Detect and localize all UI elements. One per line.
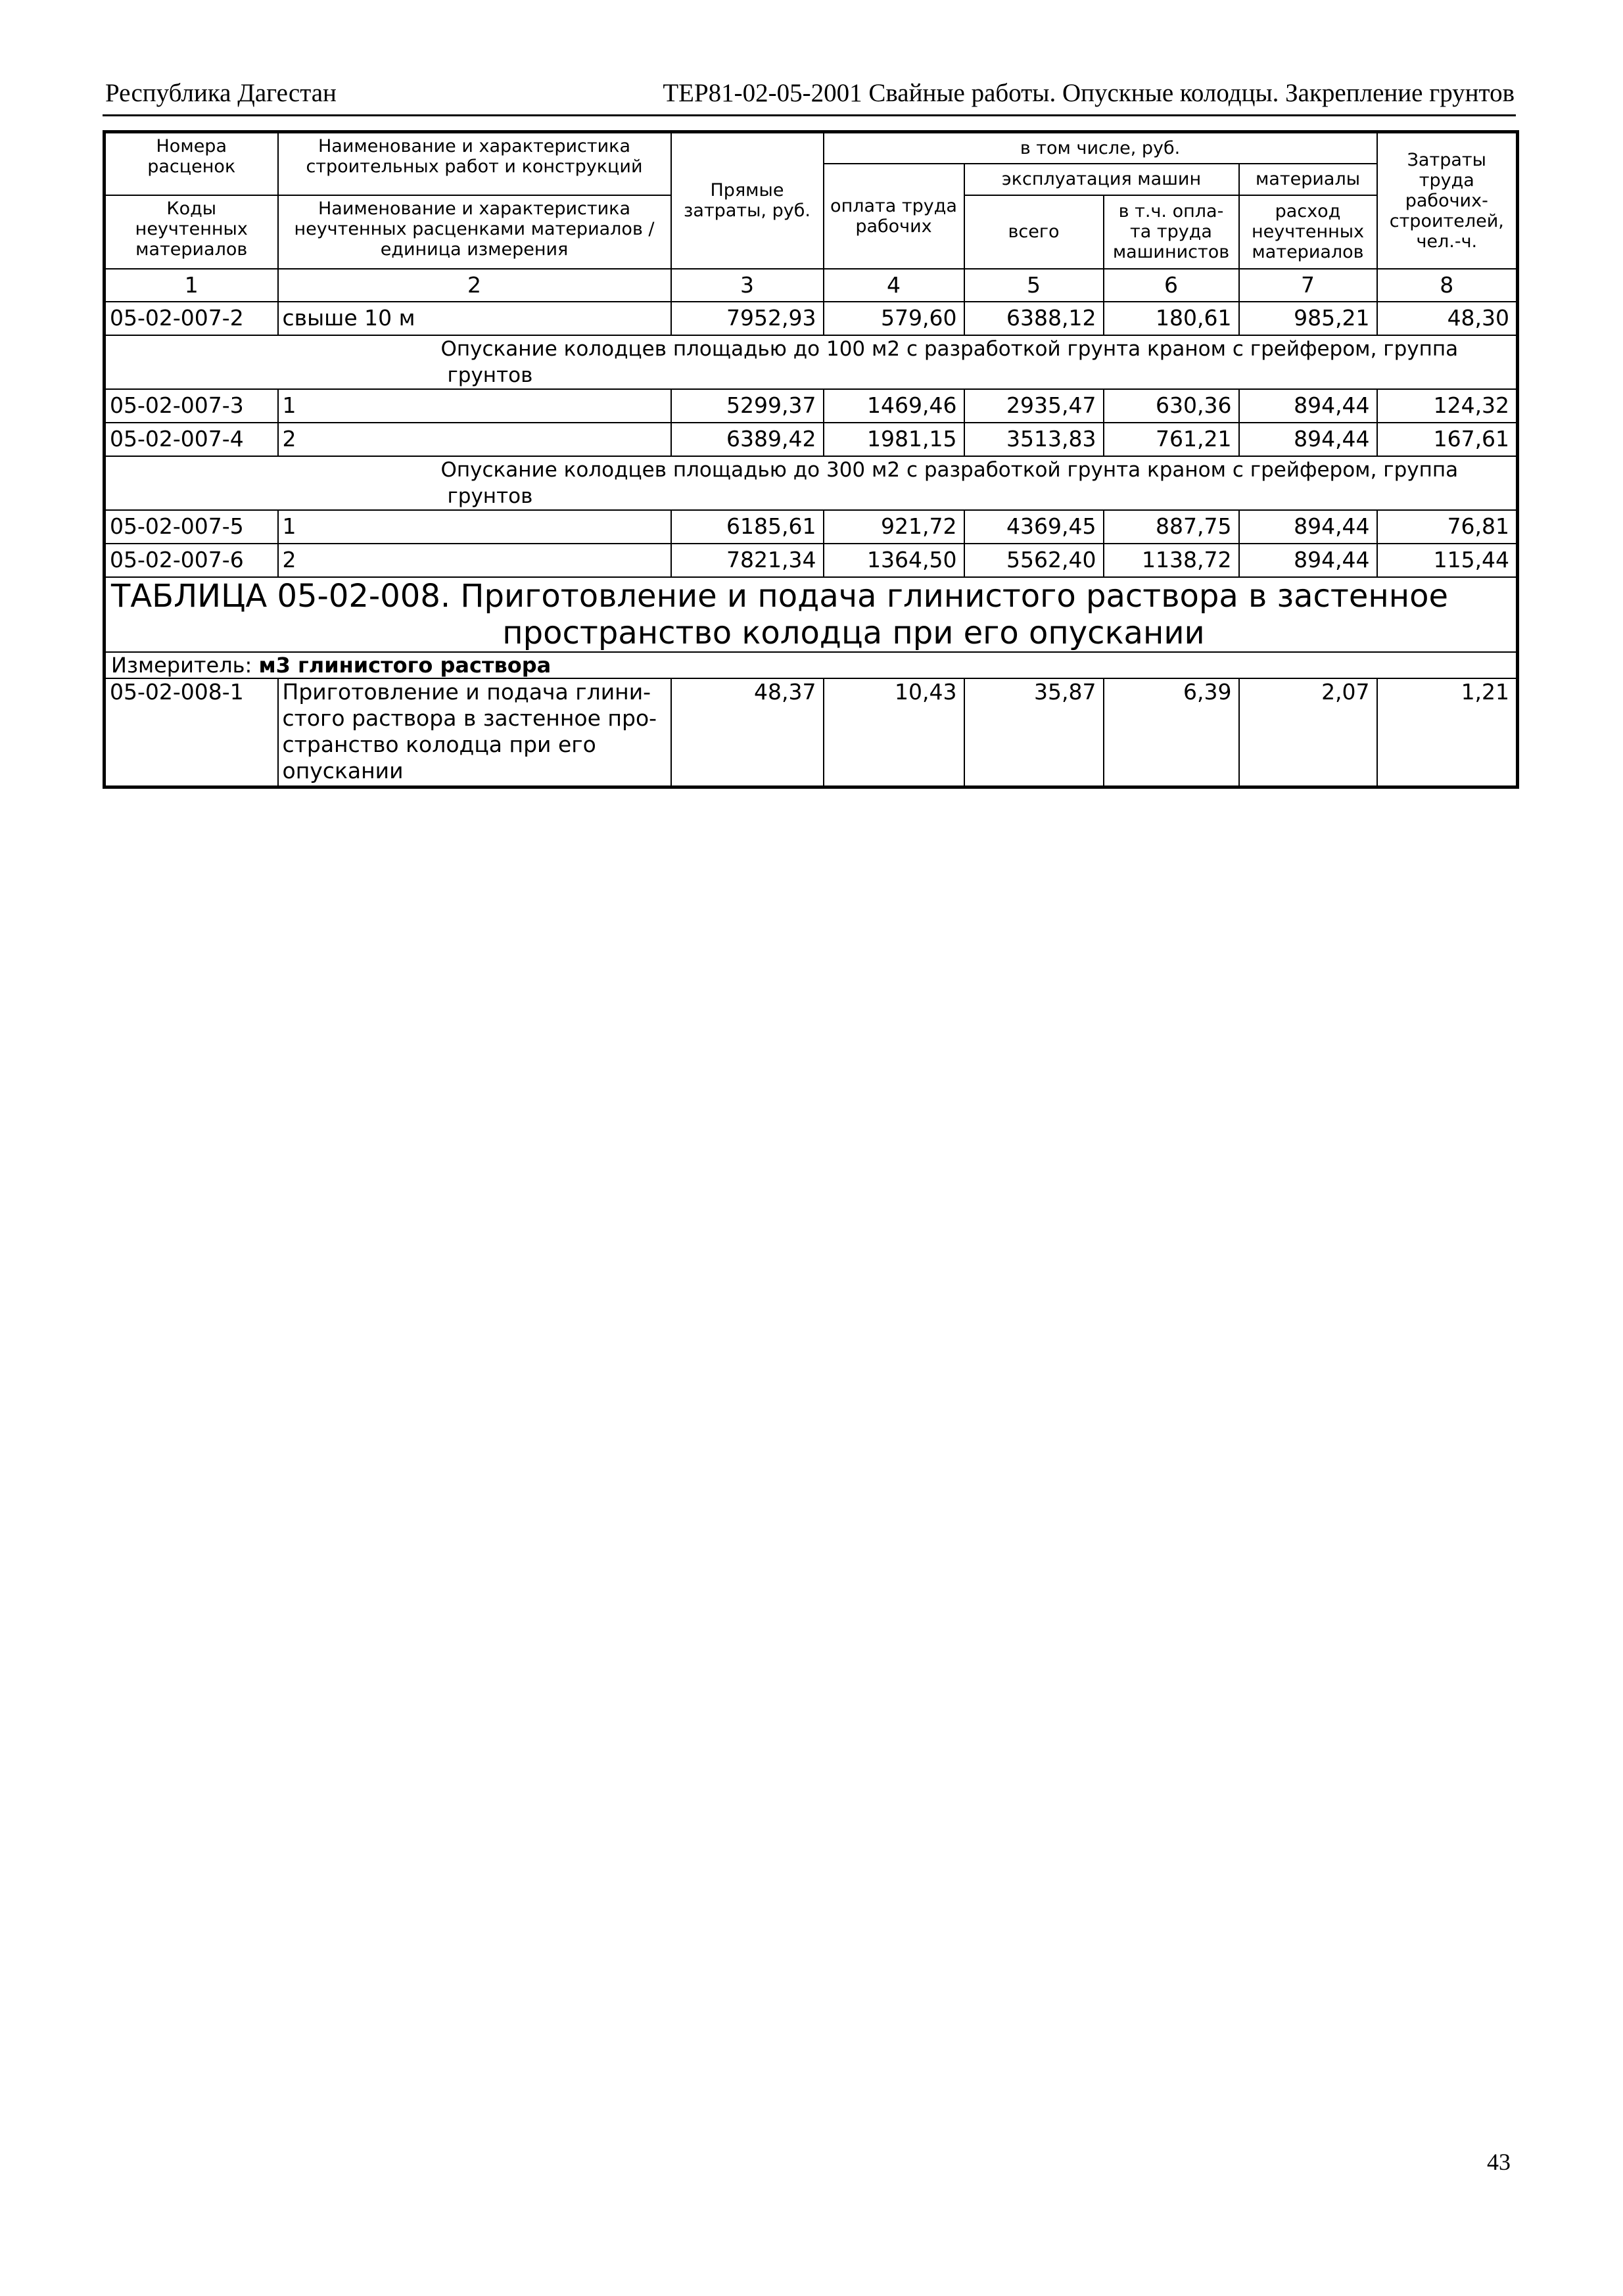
- materials-cost: 894,44: [1239, 510, 1377, 544]
- rate-name: свыше 10 м: [278, 302, 671, 335]
- machinist-wages: 630,36: [1104, 389, 1239, 423]
- rate-code: 05-02-007-2: [105, 302, 278, 335]
- measure-label: Измеритель:: [111, 652, 252, 678]
- document-title: ТЕР81-02-05-2001 Свайные работы. Опускные колодцы. Закрепление грунтов: [663, 79, 1515, 107]
- column-number: 7: [1239, 269, 1377, 302]
- materials-cost: 894,44: [1239, 423, 1377, 456]
- col3-header: Прямые затраты, руб.: [671, 132, 824, 269]
- worker-wages: 1981,15: [824, 423, 964, 456]
- rate-code: 05-02-007-4: [105, 423, 278, 456]
- machine-total: 6388,12: [964, 302, 1104, 335]
- col1-top-header: Номера расценок: [105, 132, 278, 195]
- column-number: 1: [105, 269, 278, 302]
- page-header: [103, 74, 1516, 116]
- col5-header: всего: [964, 195, 1104, 269]
- worker-wages: 10,43: [824, 678, 964, 787]
- column-number: 4: [824, 269, 964, 302]
- labor-hours: 124,32: [1377, 389, 1518, 423]
- rate-name: 2: [278, 544, 671, 577]
- worker-wages: 579,60: [824, 302, 964, 335]
- column-number: 6: [1104, 269, 1239, 302]
- page-number: 43: [1487, 2149, 1511, 2175]
- table2-measure: [105, 652, 1518, 678]
- machinist-wages: 6,39: [1104, 678, 1239, 787]
- col1-bottom-header: Коды неучтенных материалов: [105, 195, 278, 269]
- direct-costs: 6389,42: [671, 423, 824, 456]
- table-row: [105, 389, 1518, 423]
- machinist-wages: 887,75: [1104, 510, 1239, 544]
- labor-hours: 76,81: [1377, 510, 1518, 544]
- section-heading-row: [105, 456, 1518, 510]
- region-name: Республика Дагестан: [105, 79, 337, 107]
- column-number: 3: [671, 269, 824, 302]
- machine-total: 35,87: [964, 678, 1104, 787]
- machine-total: 3513,83: [964, 423, 1104, 456]
- machine-total: 4369,45: [964, 510, 1104, 544]
- machines-header: эксплуатация машин: [964, 164, 1239, 195]
- worker-wages: 921,72: [824, 510, 964, 544]
- column-number: 5: [964, 269, 1104, 302]
- col6-header: в т.ч. опла-та труда машинистов: [1104, 195, 1239, 269]
- materials-cost: 2,07: [1239, 678, 1377, 787]
- table2-title-row: [105, 577, 1518, 652]
- machinist-wages: 761,21: [1104, 423, 1239, 456]
- materials-cost: 894,44: [1239, 544, 1377, 577]
- table-row: [105, 678, 1518, 787]
- materials-header: материалы: [1239, 164, 1377, 195]
- col2-bottom-header: Наименование и характеристика неучтенных расценками материалов / единица измерения: [278, 195, 671, 269]
- materials-cost: 985,21: [1239, 302, 1377, 335]
- labor-hours: 167,61: [1377, 423, 1518, 456]
- column-number: 2: [278, 269, 671, 302]
- direct-costs: 48,37: [671, 678, 824, 787]
- machine-total: 2935,47: [964, 389, 1104, 423]
- table2-label: ТАБЛИЦА 05-02-008.: [111, 577, 451, 615]
- materials-cost: 894,44: [1239, 389, 1377, 423]
- section-title: Опускание колодцев площадью до 300 м2 с разработкой грунта краном с грейфером, группа грунтов: [278, 456, 1518, 510]
- table2-title: [105, 577, 1518, 652]
- worker-wages: 1469,46: [824, 389, 964, 423]
- col8-header: Затраты труда рабочих-строителей, чел.-ч.: [1377, 132, 1518, 269]
- table2-measure-row: [105, 652, 1518, 678]
- col7-header: расход неучтенных материалов: [1239, 195, 1377, 269]
- table-row: [105, 544, 1518, 577]
- machinist-wages: 1138,72: [1104, 544, 1239, 577]
- col2-top-header: Наименование и характеристика строительных работ и конструкций: [278, 132, 671, 195]
- including-header: в том числе, руб.: [824, 132, 1377, 164]
- rate-code: 05-02-007-3: [105, 389, 278, 423]
- rate-name: Приготовление и подача глини-стого раствора в застенное про-странство колодца при его опускании: [278, 678, 671, 787]
- measure-unit: м3 глинистого раствора: [258, 652, 552, 678]
- direct-costs: 5299,37: [671, 389, 824, 423]
- machinist-wages: 180,61: [1104, 302, 1239, 335]
- labor-hours: 48,30: [1377, 302, 1518, 335]
- worker-wages: 1364,50: [824, 544, 964, 577]
- rate-code: 05-02-007-5: [105, 510, 278, 544]
- header-row-1: [105, 132, 1518, 164]
- labor-hours: 115,44: [1377, 544, 1518, 577]
- direct-costs: 7952,93: [671, 302, 824, 335]
- direct-costs: 7821,34: [671, 544, 824, 577]
- rate-name: 2: [278, 423, 671, 456]
- table2-title-line1: Приготовление и подача глинистого раствора в застенное: [460, 577, 1449, 615]
- rate-code: 05-02-007-6: [105, 544, 278, 577]
- table-row: [105, 302, 1518, 335]
- column-numbers-row: [105, 269, 1518, 302]
- machine-total: 5562,40: [964, 544, 1104, 577]
- section-heading-row: [105, 335, 1518, 389]
- table-row: [105, 423, 1518, 456]
- direct-costs: 6185,61: [671, 510, 824, 544]
- rate-name: 1: [278, 389, 671, 423]
- table-row: [105, 510, 1518, 544]
- section-title: Опускание колодцев площадью до 100 м2 с разработкой грунта краном с грейфером, группа грунтов: [278, 335, 1518, 389]
- rate-code: 05-02-008-1: [105, 678, 278, 787]
- rates-table: [103, 130, 1519, 789]
- table2-title-line2: пространство колодца при его опускании: [502, 614, 1205, 651]
- rate-name: 1: [278, 510, 671, 544]
- column-number: 8: [1377, 269, 1518, 302]
- labor-hours: 1,21: [1377, 678, 1518, 787]
- col4-header: оплата труда рабочих: [824, 164, 964, 269]
